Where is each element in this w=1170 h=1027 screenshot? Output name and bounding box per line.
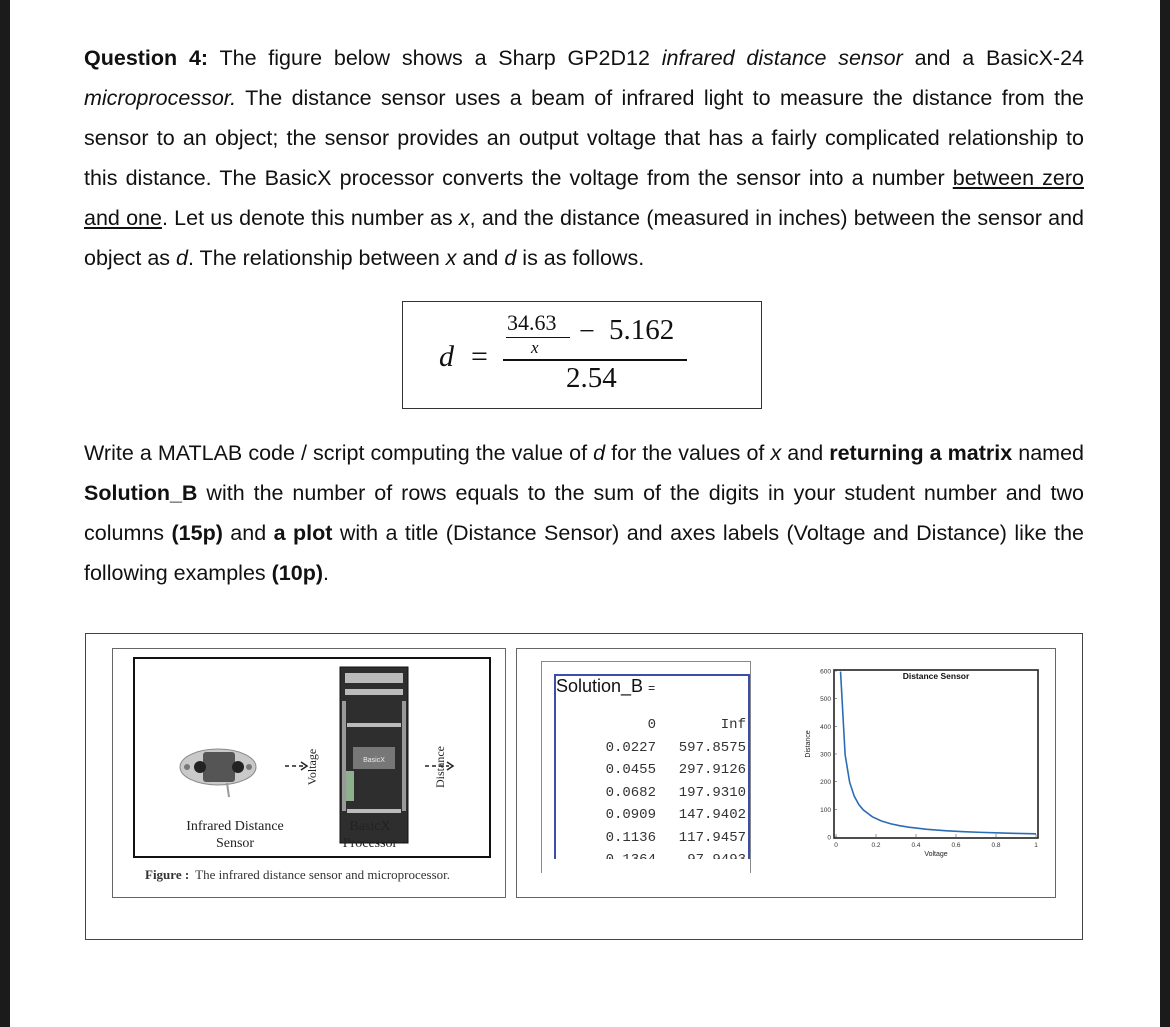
task-text: . — [323, 561, 329, 585]
task-bold: a plot — [273, 521, 333, 545]
chart-x-tick-label: 0.2 — [871, 842, 881, 849]
task-bold: returning a matrix — [829, 441, 1013, 465]
question-text: . Let us denote this number as — [161, 206, 459, 230]
matlab-cell-x: 0 — [647, 717, 656, 733]
task-bold: Solution_B — [84, 481, 198, 505]
chart-y-axis-label: Distance — [805, 730, 812, 758]
task-paragraph — [84, 433, 1084, 593]
chart-svg — [800, 668, 1040, 868]
var-d: d — [504, 246, 517, 270]
distance-label: Distance — [433, 746, 447, 788]
task-text: and — [222, 521, 274, 545]
formula-box — [402, 301, 762, 409]
task-text: for the values of — [605, 441, 771, 465]
question-text: and a BasicX-24 — [902, 46, 1084, 70]
question-label: Question 4: — [84, 46, 209, 70]
question-text: . The relationship between — [188, 246, 446, 270]
matlab-variable-name: Solution_B — [556, 676, 644, 696]
matlab-equals: = — [648, 681, 656, 695]
matlab-cell-d: 117.9457 — [678, 829, 746, 846]
chart-plot-area — [834, 670, 1038, 838]
question-text: is as follows. — [516, 246, 645, 270]
question-text: The distance sensor uses a beam of infrared light to measure the distance from the sensor to an object; the sensor provides an output voltage that has a fairly complicated relationship to this distance. The BasicX processor converts the voltage from the sensor into a number — [84, 86, 1084, 190]
formula-denominator: 2.54 — [566, 362, 617, 394]
question-paragraph — [84, 38, 1084, 278]
figure-caption-text: The infrared distance sensor and microprocessor. — [195, 867, 451, 882]
formula-x: x — [531, 338, 539, 357]
matlab-cell-x: 0.1136 — [605, 829, 656, 846]
question-text: , and the distance (measured in inches) between the sensor and object as — [84, 206, 1085, 270]
figure-caption-prefix: Figure : — [145, 867, 190, 882]
chart-y-tick-label: 100 — [820, 806, 831, 814]
chart-y-tick-label: 300 — [820, 751, 831, 759]
matlab-cell-d: 297.9126 — [678, 762, 746, 778]
infrared-sensor-image — [180, 749, 256, 797]
formula-constant: 5.162 — [609, 314, 675, 346]
var-x: x — [445, 246, 457, 270]
var-x: x — [458, 206, 470, 230]
matlab-cell-d: 197.9310 — [678, 784, 746, 801]
chart-x-tick-label: 0.8 — [991, 842, 1001, 849]
formula-coefficient: 34.63 — [507, 310, 557, 335]
processor-caption-line: BasicX — [349, 819, 391, 834]
sensor-caption-line: Sensor — [215, 836, 255, 851]
var-x: x — [770, 441, 782, 465]
chart-y-tick-label: 200 — [820, 779, 831, 787]
chart-x-tick-label: 0.4 — [911, 842, 921, 849]
chart-x-tick-label: 1 — [1034, 842, 1038, 849]
formula-minus: − — [579, 316, 595, 347]
distance-sensor-chart — [800, 668, 1040, 868]
chip-label: BasicX — [363, 757, 385, 764]
processor-term: microprocessor. — [84, 86, 237, 110]
task-text: Write a MATLAB code / script computing the value of — [84, 441, 594, 465]
var-d: d — [593, 441, 606, 465]
basicx-processor-image — [340, 667, 408, 843]
matlab-cell-x: 0.0909 — [605, 807, 656, 823]
processor-caption-line: Processor — [342, 836, 398, 851]
matlab-cell-x: 0.0227 — [605, 739, 656, 756]
matlab-variable-title — [556, 676, 655, 697]
formula-main-fraction-bar — [503, 359, 687, 361]
var-d: d — [176, 246, 188, 270]
chart-title: Distance Sensor — [902, 671, 970, 681]
matlab-cell-x: 0.0455 — [605, 762, 656, 778]
sensor-caption — [175, 818, 295, 852]
chart-y-tick-label: 600 — [820, 668, 831, 676]
task-text: named — [1012, 441, 1084, 465]
task-bold: (15p) — [171, 521, 223, 545]
chart-y-tick-label: 0 — [827, 834, 831, 842]
chart-y-tick-label: 400 — [820, 723, 831, 731]
matlab-cell-d: Inf — [720, 717, 746, 733]
task-text: with a title (Distance Sensor) and axes labels (Voltage and Distance) like the following examples — [84, 521, 1084, 585]
formula-lhs: d — [439, 340, 454, 373]
chart-y-tick-label: 500 — [820, 696, 831, 704]
chart-x-tick-label: 0.6 — [951, 842, 961, 849]
sensor-caption-line: Infrared Distance — [186, 819, 284, 834]
left-edge-bar — [0, 0, 10, 1027]
matlab-cell-x: 0.0682 — [605, 784, 656, 801]
right-edge-bar — [1160, 0, 1170, 1027]
sensor-term: infrared distance sensor — [661, 46, 903, 70]
formula-equals: = — [471, 340, 488, 373]
chart-x-axis-label: Voltage — [924, 851, 948, 858]
voltage-label: Voltage — [305, 748, 319, 786]
task-text: and — [781, 441, 830, 465]
question-text: The figure below shows a Sharp GP2D12 — [208, 46, 662, 70]
matlab-cell-d: 147.9402 — [678, 807, 746, 823]
underlined-range: between zero and one — [84, 166, 1084, 230]
task-bold: (10p) — [271, 561, 323, 585]
processor-caption — [325, 818, 415, 852]
matlab-cell-d: 597.8575 — [678, 739, 746, 756]
figure-caption — [145, 867, 450, 883]
task-text: with the number of rows equals to the sum of the digits in your student number and two columns — [84, 481, 1084, 545]
matlab-clip-mask — [542, 859, 750, 873]
sensor-diagram — [133, 657, 491, 858]
voltage-arrow — [285, 762, 307, 770]
chart-x-tick-label: 0 — [834, 842, 838, 849]
question-text: and — [456, 246, 505, 270]
